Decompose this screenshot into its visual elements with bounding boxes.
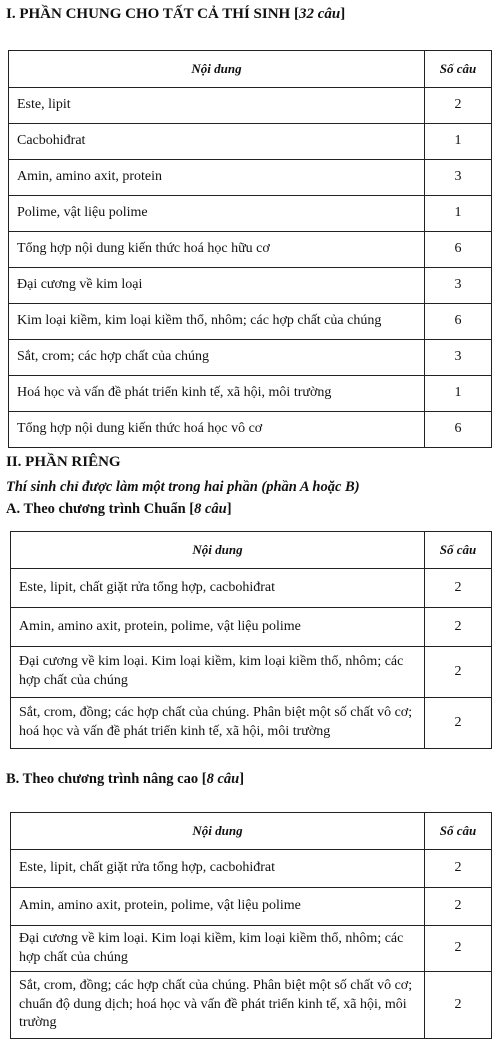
- section1-prefix: I. PHẦN CHUNG CHO TẤT CẢ THÍ SINH [: [6, 6, 299, 22]
- row-count: 1: [425, 376, 492, 412]
- row-count: 2: [425, 972, 492, 1039]
- table-row: [9, 304, 492, 340]
- section2-heading: II. PHẦN RIÊNG: [6, 454, 121, 470]
- row-content: Tổng hợp nội dung kiến thức hoá học vô cơ: [9, 412, 425, 448]
- row-content: Đại cương về kim loại. Kim loại kiềm, kim loại kiềm thổ, nhôm; các hợp chất của chúng: [11, 926, 425, 972]
- row-count: 2: [425, 88, 492, 124]
- row-count: 3: [425, 160, 492, 196]
- row-count: 2: [425, 888, 492, 926]
- row-count: 6: [425, 304, 492, 340]
- row-count: 1: [425, 124, 492, 160]
- partA-count: 8 câu: [194, 501, 227, 517]
- row-content: Este, lipit, chất giặt rửa tổng hợp, cacbohiđrat: [11, 569, 425, 608]
- row-content: Sắt, crom, đồng; các hợp chất của chúng. Phân biệt một số chất vô cơ; chuẩn độ dung dịch; hoá học và vấn đề phát triển kinh tế, xã hội, môi trường: [11, 972, 425, 1039]
- row-count: 6: [425, 232, 492, 268]
- table-row: [11, 608, 492, 647]
- table-row: [11, 647, 492, 698]
- table-header-row: [11, 813, 492, 850]
- common-section-table: [8, 50, 492, 448]
- table-row: [11, 888, 492, 926]
- partB-table: [10, 812, 492, 1039]
- partB-heading: [6, 770, 244, 790]
- header-count: Số câu: [425, 813, 492, 850]
- table-row: [9, 196, 492, 232]
- table-row: [11, 569, 492, 608]
- table-row: [11, 972, 492, 1039]
- header-content: Nội dung: [9, 51, 425, 88]
- row-content: Sắt, crom; các hợp chất của chúng: [9, 340, 425, 376]
- row-count: 3: [425, 340, 492, 376]
- table-row: [11, 926, 492, 972]
- table-row: [9, 160, 492, 196]
- row-content: Amin, amino axit, protein: [9, 160, 425, 196]
- table-row: [11, 850, 492, 888]
- row-content: Cacbohiđrat: [9, 124, 425, 160]
- row-count: 2: [425, 926, 492, 972]
- header-content: Nội dung: [11, 813, 425, 850]
- table-header-row: [9, 51, 492, 88]
- row-count: 2: [425, 569, 492, 608]
- partA-table: [10, 531, 492, 749]
- header-count: Số câu: [425, 532, 492, 569]
- table-row: [9, 376, 492, 412]
- row-count: 6: [425, 412, 492, 448]
- partB-suffix: ]: [239, 771, 245, 787]
- row-content: Amin, amino axit, protein, polime, vật liệu polime: [11, 608, 425, 647]
- row-content: Đại cương về kim loại. Kim loại kiềm, kim loại kiềm thổ, nhôm; các hợp chất của chúng: [11, 647, 425, 698]
- section2-note: Thí sinh chỉ được làm một trong hai phần (phần A hoặc B): [6, 479, 360, 495]
- table-row: [11, 698, 492, 749]
- row-content: Polime, vật liệu polime: [9, 196, 425, 232]
- row-count: 1: [425, 196, 492, 232]
- row-count: 2: [425, 850, 492, 888]
- row-content: Hoá học và vấn đề phát triển kinh tế, xã hội, môi trường: [9, 376, 425, 412]
- table-row: [9, 268, 492, 304]
- table-row: [9, 412, 492, 448]
- table-row: [9, 88, 492, 124]
- header-content: Nội dung: [11, 532, 425, 569]
- header-count: Số câu: [425, 51, 492, 88]
- row-content: Amin, amino axit, protein, polime, vật liệu polime: [11, 888, 425, 926]
- section1-heading: [6, 4, 345, 24]
- partA-heading: [6, 500, 232, 520]
- row-content: Sắt, crom, đồng; các hợp chất của chúng. Phân biệt một số chất vô cơ; hoá học và vấn đề phát triển kinh tế, xã hội, môi trường: [11, 698, 425, 749]
- row-count: 2: [425, 647, 492, 698]
- table-row: [9, 124, 492, 160]
- row-content: Este, lipit: [9, 88, 425, 124]
- partA-suffix: ]: [226, 501, 232, 517]
- row-count: 2: [425, 608, 492, 647]
- row-count: 3: [425, 268, 492, 304]
- row-content: Đại cương về kim loại: [9, 268, 425, 304]
- partA-prefix: A. Theo chương trình Chuẩn [: [6, 501, 195, 517]
- partB-count: 8 câu: [206, 771, 240, 787]
- table-row: [9, 340, 492, 376]
- section1-suffix: ]: [340, 6, 346, 22]
- row-content: Tổng hợp nội dung kiến thức hoá học hữu cơ: [9, 232, 425, 268]
- table-header-row: [11, 532, 492, 569]
- row-count: 2: [425, 698, 492, 749]
- row-content: Kim loại kiềm, kim loại kiềm thổ, nhôm; các hợp chất của chúng: [9, 304, 425, 340]
- row-content: Este, lipit, chất giặt rửa tổng hợp, cacbohiđrat: [11, 850, 425, 888]
- table-row: [9, 232, 492, 268]
- partB-prefix: B. Theo chương trình nâng cao [: [6, 771, 207, 787]
- section1-count: 32 câu: [298, 6, 341, 22]
